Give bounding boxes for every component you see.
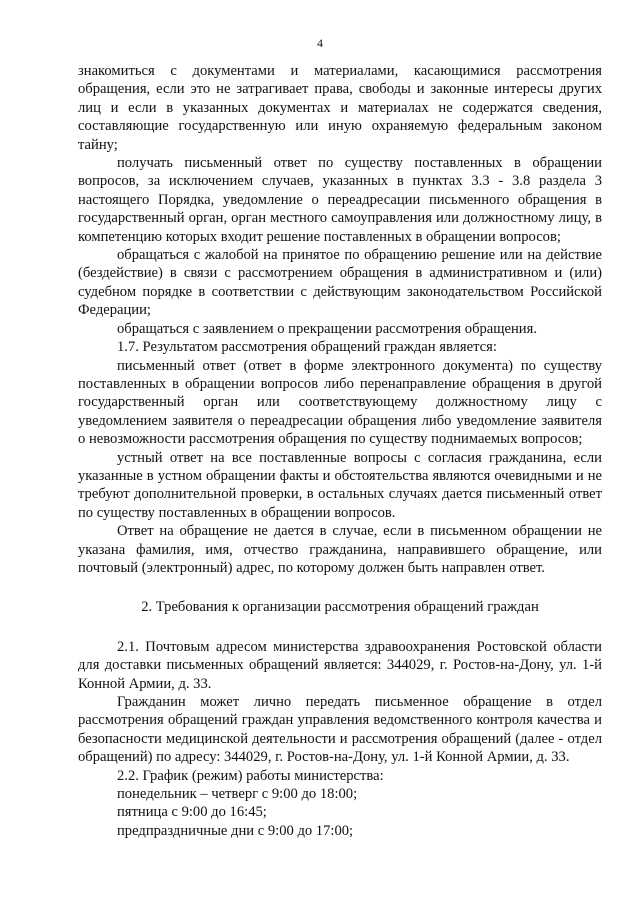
paragraph: обращаться с жалобой на принятое по обращению решение или на действие (бездействие) в связи с рассмотрением обращения в административном и (или) судебном порядке в соответствии с действующим законодательством Российской Федерации; <box>78 247 602 319</box>
paragraph: 1.7. Результатом рассмотрения обращений граждан является: <box>117 339 497 356</box>
paragraph: предпраздничные дни с 9:00 до 17:00; <box>117 822 354 839</box>
paragraph: письменный ответ (ответ в форме электронного документа) по существу поставленных в обращении вопросов либо перенаправление обращения в другой государственный орган или соответствующему должностному лицу с уведомлением заявителя о переадресации обращения либо уведомление заявителя о невозможности рассмотрения обращения по существу поднимаемых вопросов; <box>78 357 602 448</box>
paragraph: Гражданин может лично передать письменное обращение в отдел рассмотрения обращений граждан управления ведомственного контроля качества и безопасности медицинской деятельности и рассмотрения обращений (далее - отдел обращений) по адресу: 344029, г. Ростов-на-Дону, ул. 1-й Конной Армии, д. 33. <box>78 694 602 766</box>
paragraph: знакомиться с документами и материалами, касающимися рассмотрения обращения, если это не затрагивает права, свободы и законные интересы других лиц и если в указанных документах и материалах не содержатся сведения, составляющие государственную или иную охраняемую федеральным законом тайну; <box>78 63 602 153</box>
section-1 <box>78 62 602 577</box>
document-body <box>78 62 602 840</box>
paragraph: обращаться с заявлением о прекращении рассмотрения обращения. <box>117 320 537 337</box>
page-number: 4 <box>317 36 323 50</box>
paragraph: пятница с 9:00 до 16:45; <box>117 804 267 821</box>
paragraph: 2.2. График (режим) работы министерства: <box>117 767 384 784</box>
paragraph: получать письменный ответ по существу поставленных в обращении вопросов, за исключением случаев, указанных в пунктах 3.3 - 3.8 раздела 3 настоящего Порядка, уведомление о переадресации письменного обращения в государственный орган, орган местного самоуправления или должностному лицу, в компетенцию которых входит решение поставленных в обращении вопросов; <box>78 155 602 245</box>
section-heading: 2. Требования к организации рассмотрения обращений граждан <box>141 599 539 616</box>
paragraph: устный ответ на все поставленные вопросы с согласия гражданина, если указанные в устном обращении факты и обстоятельства являются очевидными и не требуют дополнительной проверки, в остальных случаях дается письменный ответ по существу поставленных в обращении вопросов. <box>78 449 602 521</box>
paragraph: понедельник – четверг с 9:00 до 18:00; <box>117 786 358 803</box>
paragraph: 2.1. Почтовым адресом министерства здравоохранения Ростовской области для доставки письменных обращений является: 344029, г. Ростов-на-Дону, ул. 1-й Конной Армии, д. 33. <box>78 638 602 692</box>
section-2 <box>78 638 602 840</box>
paragraph: Ответ на обращение не дается в случае, если в письменном обращении не указана фамилия, имя, отчество гражданина, направившего обращение, или почтовый (электронный) адрес, по которому должен быть направлен ответ. <box>78 523 602 576</box>
